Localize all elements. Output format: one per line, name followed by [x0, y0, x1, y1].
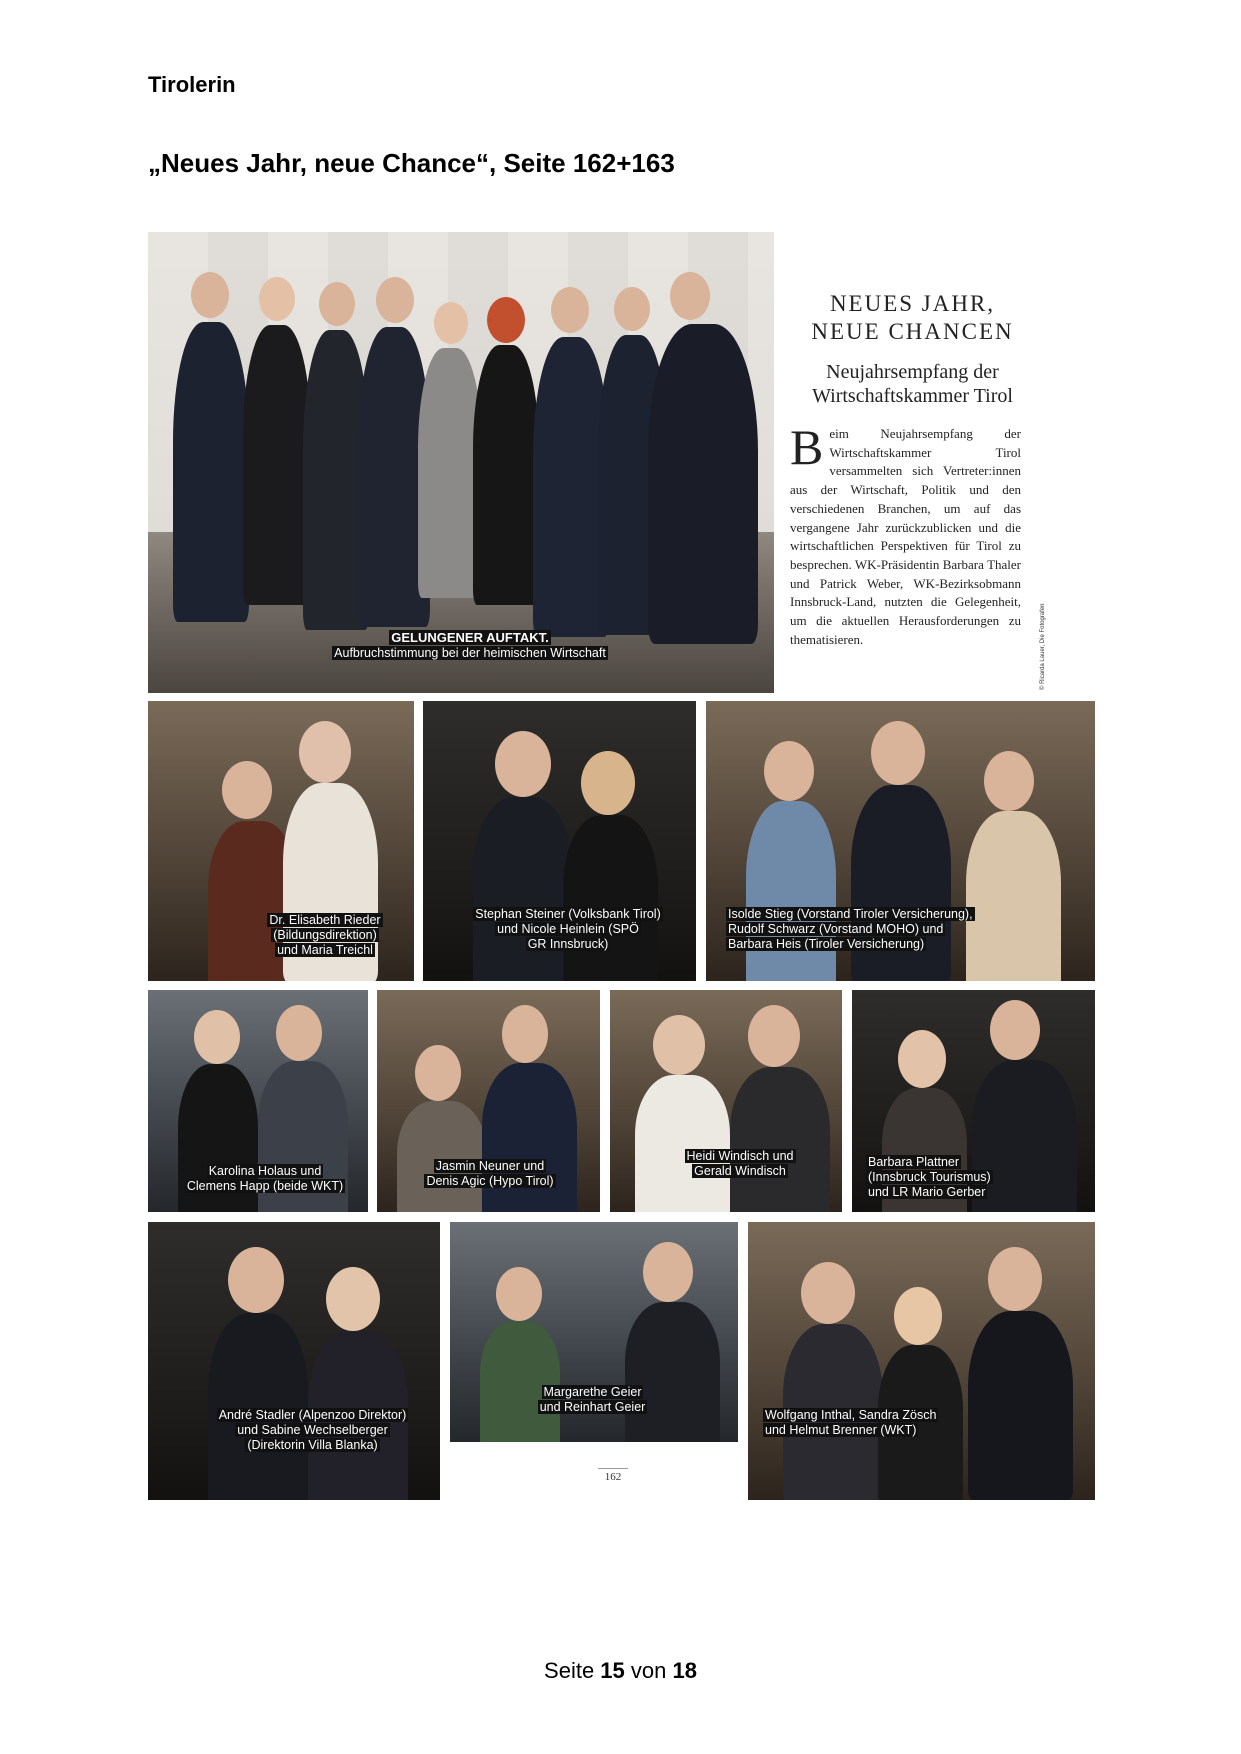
photo-inthal-zoesch-brenner [748, 1222, 1095, 1500]
caption-windisch: Heidi Windisch und Gerald Windisch [686, 1149, 794, 1178]
photo-credit: © Ricarda Lauer, Die Fotografen [1040, 603, 1046, 690]
caption-plattner-gerber: Barbara Plattner (Innsbruck Tourismus) und LR Mario Gerber [868, 1155, 991, 1199]
article-headline [780, 290, 1045, 346]
main-photo-caption [320, 630, 620, 661]
article-subheadline [780, 360, 1045, 408]
page-footer [0, 1658, 1241, 1684]
photo-stadler-wechselberger [148, 1222, 440, 1500]
caption-rieder-treichl: Dr. Elisabeth Rieder (Bildungsdirektion) und Maria Treichl [269, 913, 381, 957]
article-subhead-line1: Neujahrsempfang der [826, 361, 999, 383]
article-reference-title: „Neues Jahr, neue Chance“, Seite 162+163 [148, 148, 675, 178]
article-headline-line2: NEUE CHANCEN [811, 319, 1014, 344]
main-group-photo [148, 232, 774, 693]
article-headline-line1: NEUES JAHR, [829, 291, 996, 316]
main-photo-caption-bold: GELUNGENER AUFTAKT. [391, 630, 549, 645]
caption-geier: Margarethe Geier und Reinhart Geier [539, 1385, 646, 1414]
caption-stieg-schwarz-heis: Isolde Stieg (Vorstand Tiroler Versicherung), Rudolf Schwarz (Vorstand MOHO) und Barbara Heis (Tiroler Versicherung) [728, 907, 973, 951]
article-dropcap: B [790, 419, 824, 475]
main-photo-caption-text: Aufbruchstimmung bei der heimischen Wirtschaft [334, 646, 606, 660]
article-body [790, 419, 1021, 649]
caption-neuner-agic: Jasmin Neuner und Denis Agic (Hypo Tirol) [426, 1159, 554, 1188]
footer-total-pages: 18 [672, 1658, 697, 1683]
article-subhead-line2: Wirtschaftskammer Tirol [812, 385, 1013, 407]
footer-current-page: 15 [600, 1658, 625, 1683]
caption-holaus-happ: Karolina Holaus und Clemens Happ (beide WKT) [186, 1164, 344, 1193]
footer-middle: von [624, 1658, 673, 1683]
article-body-text: eim Neujahrsempfang der Wirtschaftskammer Tirol versammelten sich Vertreter:innen aus der Wirtschaft, Politik und den verschiedenen Branchen, um auf das vergangene Jahr zurückzublicken und die wirtschaftlichen Perspektiven für Tirol zu besprechen. WK-Präsidentin Barbara Thaler und Patrick Weber, WK-Bezirksobmann Innsbruck-Land, nutzten die Gelegenheit, um die aktuellen Herausforderungen zu thematisieren. [790, 426, 1021, 647]
magazine-page-number: 162 [598, 1468, 628, 1483]
caption-stadler-wechselberger: André Stadler (Alpenzoo Direktor) und Sabine Wechselberger (Direktorin Villa Blanka) [218, 1408, 407, 1452]
caption-steiner-heinlein: Stephan Steiner (Volksbank Tirol) und Nicole Heinlein (SPÖ GR Innsbruck) [475, 907, 661, 951]
publication-name: Tirolerin [148, 72, 236, 97]
footer-prefix: Seite [544, 1658, 601, 1683]
caption-inthal-zoesch-brenner: Wolfgang Inthal, Sandra Zösch und Helmut Brenner (WKT) [765, 1408, 937, 1437]
